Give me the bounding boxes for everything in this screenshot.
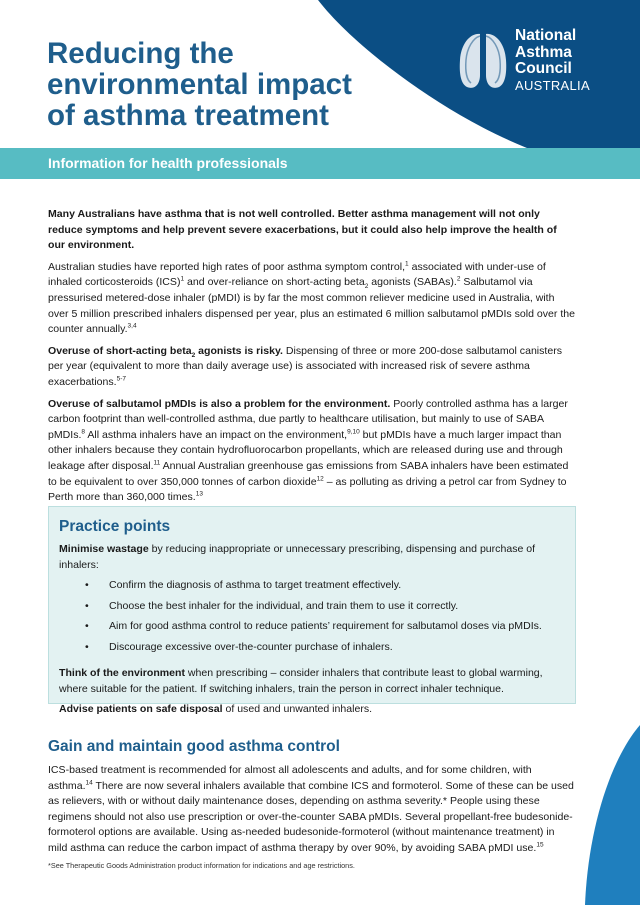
lungs-logo-icon	[457, 30, 509, 90]
footnote: *See Therapeutic Goods Administration product information for indications and age restrictions.	[48, 861, 355, 870]
citation: 11	[153, 459, 161, 467]
title-line: Reducing the	[47, 37, 234, 70]
citation: 8	[81, 428, 86, 436]
practice-point: Think of the environment when prescribing – consider inhalers that contribute least to global warming, where suitable for the patient. If switching inhalers, train the person in correct inhaler technique.	[59, 667, 543, 695]
practice-point: Minimise wastage by reducing inappropriate or unnecessary prescribing, dispensing and purchase of inhalers:	[59, 543, 536, 571]
practice-bullet-list	[59, 578, 565, 660]
list-item: • Aim for good asthma control to reduce patients’ requirement for salbutamol doses via pMDIs.	[85, 620, 542, 633]
title-line: environmental impact	[47, 68, 352, 101]
logo-line: National	[515, 27, 577, 44]
citation: 1	[180, 275, 185, 283]
citation: 13	[195, 490, 203, 498]
logo-line: Council	[515, 60, 572, 77]
lead-paragraph: Many Australians have asthma that is not well controlled. Better asthma management will not only reduce symptoms and help prevent severe exacerbations, but it could also help improve the health of our environment.	[48, 208, 557, 252]
logo-country: AUSTRALIA	[515, 77, 590, 93]
saba-risk-paragraph: Overuse of short-acting beta$_2$ agonists is risky. Dispensing of three or more 200-dose salbutamol canisters per year (equivalent to more than daily average use) is associated with increased risk of severe asthma exacerbations.$^{5-7}$	[48, 344, 563, 388]
footer-corner-shape	[585, 725, 640, 905]
list-item: • Choose the best inhaler for the individual, and train them to use it correctly.	[85, 599, 459, 612]
logo-wordmark	[515, 28, 590, 94]
citation: 9,10	[347, 428, 360, 436]
audience-label: Information for health professionals	[48, 155, 288, 171]
list-item: • Confirm the diagnosis of asthma to target treatment effectively.	[85, 579, 402, 592]
intro-section	[48, 207, 576, 512]
section-heading: Gain and maintain good asthma control	[48, 738, 340, 755]
page-title	[47, 38, 407, 131]
citation: 5-7	[116, 375, 127, 383]
citation: 14	[85, 779, 93, 787]
intro-paragraph: Australian studies have reported high rates of poor asthma symptom control,$^1$ associated with under-use of inhaled corticosteroids (ICS)$^1$ and over-reliance on short-acting beta$_2$ agonists (SABAs).$^2$ Salbutamol via pressurised metered-dose inhaler (pMDI) is by far the most common reliever medicine used in Australia, with over 5 million prescribed inhalers dispensed per year, plus an estimated 6 million salbutamol pMDIs sold over the counter annually.$^{3,4}$	[48, 260, 576, 336]
practice-points-title: Practice points	[59, 518, 171, 535]
section-paragraph: ICS-based treatment is recommended for almost all adolescents and adults, and for some children, with asthma.$^{14}$ There are now several inhalers available that combine ICS and formoterol. Some of these can be used as relievers, with or without daily maintenance doses, depending on asthma severity.* People using these regimens should not also use prescription or over-the-counter SABA pMDIs. Several propellant-free budesonide-formoterol options are available. Using as-needed budesonide-formoterol (without maintenance treatment) in mild asthma can reduce the carbon impact of asthma therapy by over 90%, by avoiding SABA pMDI use.$^{15}$	[48, 764, 574, 854]
citation: 1	[405, 260, 409, 268]
list-item: • Discourage excessive over-the-counter purchase of inhalers.	[85, 640, 393, 653]
citation: 2	[456, 275, 461, 283]
practice-point: Advise patients on safe disposal of used and unwanted inhalers.	[59, 703, 373, 716]
citation: 3,4	[127, 322, 137, 330]
nac-logo[interactable]	[457, 28, 607, 100]
logo-line: Asthma	[515, 43, 572, 61]
practice-points-box	[48, 506, 576, 716]
citation: 15	[536, 841, 544, 849]
section-body	[48, 763, 576, 857]
environment-paragraph: Overuse of salbutamol pMDIs is also a problem for the environment. Poorly controlled asthma has a larger carbon footprint than well-controlled asthma, due partly to healthcare utilisation, but mainly to use of SABA pMDIs.$^8$ All asthma inhalers have an impact on the environment,$^{9,10}$ but pMDIs have a much larger impact than other inhalers because they contain hydrofluorocarbon propellants, which are released during use and through leakage after disposal.$^{11}$ Annual Australian greenhouse gas emissions from SABA inhalers have been estimated to be equivalent to over 350,000 tonnes of carbon dioxide$^{12}$ – as polluting as driving a petrol car from Sydney to Perth more than 360,000 times.$^{13}$	[48, 397, 569, 504]
title-line: of asthma treatment	[47, 99, 329, 132]
citation: 12	[316, 474, 324, 482]
